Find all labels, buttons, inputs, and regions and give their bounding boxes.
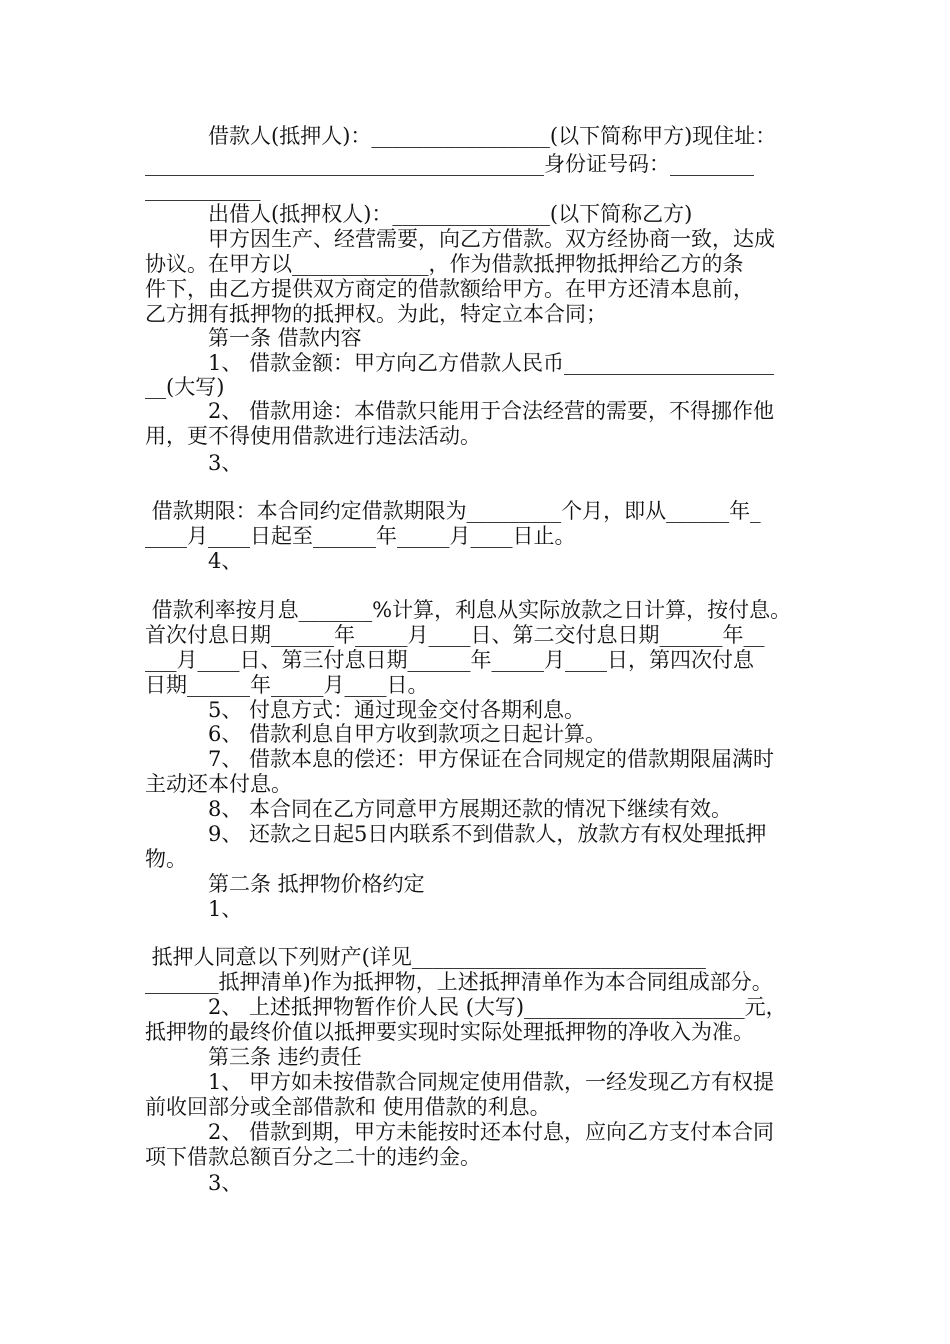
section-heading: 第一条 借款内容	[145, 326, 362, 350]
text-line: 协议。在甲方以_____________，作为借款抵押物抵押给乙方的条	[145, 252, 744, 276]
text-line: 项下借款总额百分之二十的违约金。	[145, 1145, 481, 1169]
text-line: ______________________________________身份证号码：________	[145, 152, 754, 176]
text-line: 借款期限：本合同约定借款期限为_________个月，即从______年_	[145, 499, 761, 523]
text-line: 件下，由乙方提供双方商定的借款额给甲方。在甲方还清本息前，	[145, 277, 754, 301]
text-line: 2、 借款用途：本借款只能用于合法经营的需要，不得挪作他	[145, 399, 775, 423]
section-heading: 第二条 抵押物价格约定	[145, 872, 425, 896]
text-line: 1、	[145, 897, 243, 921]
text-line: 2、 上述抵押物暂作价人民 (大写)_____________________元，	[145, 995, 787, 1019]
text-line: _______抵押清单)作为抵押物，上述抵押清单作为本合同组成部分。	[145, 970, 773, 994]
text-line: 3、	[145, 1171, 243, 1195]
text-line: 日期______年_____月____日。	[145, 673, 429, 697]
text-line: 2、 借款到期，甲方未能按时还本付息，应向乙方支付本合同	[145, 1120, 775, 1144]
text-line: 6、 借款利息自甲方收到款项之日起计算。	[145, 722, 607, 746]
text-line: 乙方拥有抵押物的抵押权。为此，特定立本合同；	[145, 302, 607, 326]
text-line: 借款人(抵押人)：_________________(以下简称甲方)现住址：	[145, 124, 777, 148]
text-line: 前收回部分或全部借款和 使用借款的利息。	[145, 1095, 551, 1119]
text-line: ___________	[145, 177, 261, 201]
text-line: 4、	[145, 549, 243, 573]
text-line: 1、 借款金额：甲方向乙方借款人民币____________________	[145, 351, 775, 375]
section-heading: 第三条 违约责任	[145, 1045, 362, 1069]
text-line: 抵押物的最终价值以抵押要实现时实际处理抵押物的净收入为准。	[145, 1020, 754, 1044]
text-line: 物。	[145, 847, 187, 871]
text-line: 借款利率按月息_______%计算，利息从实际放款之日计算，按付息。	[145, 598, 792, 622]
text-line: 9、 还款之日起5日内联系不到借款人，放款方有权处理抵押	[145, 822, 767, 846]
text-line: ___月____日、第三付息日期______年_____月____日，第四次付息	[145, 648, 754, 672]
text-line: ____月____日起至______年_____月____日止。	[145, 524, 576, 548]
text-line: 3、	[145, 451, 243, 475]
text-line: 主动还本付息。	[145, 772, 292, 796]
text-line: 8、 本合同在乙方同意甲方展期还款的情况下继续有效。	[145, 797, 733, 821]
text-line: __(大写)	[145, 375, 225, 399]
text-line: 5、 付息方式：通过现金交付各期利息。	[145, 698, 586, 722]
text-line: 甲方因生产、经营需要，向乙方借款。双方经协商一致，达成	[145, 227, 775, 251]
text-line: 抵押人同意以下列财产(详见____________________________	[145, 945, 706, 969]
text-line: 1、 甲方如未按借款合同规定使用借款，一经发现乙方有权提	[145, 1070, 775, 1094]
text-line: 出借人(抵押权人)：_______________(以下简称乙方)	[145, 202, 693, 226]
text-line: 用，更不得使用借款进行违法活动。	[145, 424, 481, 448]
text-line: 7、 借款本息的偿还：甲方保证在合同规定的借款期限届满时	[145, 747, 775, 771]
text-line: 首次付息日期______年_____月____日、第二交付息日期______年__	[145, 623, 765, 647]
